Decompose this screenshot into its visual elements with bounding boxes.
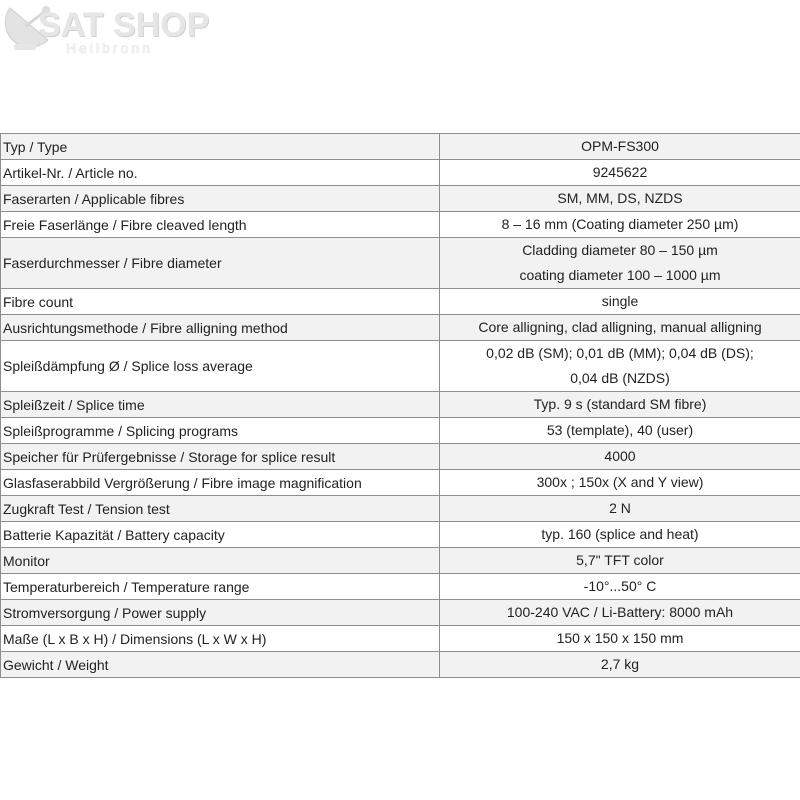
spec-value-line: 100-240 VAC / Li-Battery: 8000 mAh: [506, 604, 734, 620]
spec-value-line: coating diameter 100 – 1000 µm: [519, 267, 721, 283]
specification-table: [0, 133, 800, 678]
spec-value-line: typ. 160 (splice and heat): [541, 526, 699, 542]
spec-label: Fibre count: [1, 289, 440, 315]
specification-table-body: [1, 134, 800, 678]
spec-value-line: Core alligning, clad alligning, manual alligning: [478, 319, 762, 335]
spec-label: Stromversorgung / Power supply: [1, 600, 440, 626]
spec-value-line: 2,7 kg: [600, 656, 640, 672]
spec-value: [440, 418, 800, 444]
spec-value-line: SM, MM, DS, NZDS: [557, 190, 683, 206]
spec-row: [1, 418, 800, 444]
spec-value: [440, 392, 800, 418]
spec-value: [440, 470, 800, 496]
sat-shop-logo: [0, 0, 210, 58]
spec-label: Temperaturbereich / Temperature range: [1, 574, 440, 600]
spec-label: Zugkraft Test / Tension test: [1, 496, 440, 522]
spec-value: [440, 238, 800, 289]
spec-row: [1, 289, 800, 315]
spec-value-line: 9245622: [592, 164, 648, 180]
spec-value-line: Cladding diameter 80 – 150 µm: [522, 242, 718, 258]
spec-value: [440, 574, 800, 600]
spec-label: Typ / Type: [1, 134, 440, 160]
spec-value: [440, 341, 800, 392]
spec-value: [440, 626, 800, 652]
spec-value: [440, 496, 800, 522]
spec-row: [1, 186, 800, 212]
spec-row: [1, 652, 800, 678]
spec-value-line: 150 x 150 x 150 mm: [556, 630, 684, 646]
spec-row: [1, 212, 800, 238]
spec-value-line: 0,04 dB (NZDS): [570, 370, 670, 386]
spec-value-line: 8 – 16 mm (Coating diameter 250 µm): [501, 216, 739, 232]
spec-row: [1, 160, 800, 186]
spec-row: [1, 315, 800, 341]
spec-row: [1, 626, 800, 652]
spec-value-line: 4000: [604, 448, 636, 464]
spec-value: [440, 522, 800, 548]
spec-row: [1, 238, 800, 289]
spec-row: [1, 600, 800, 626]
spec-value: [440, 315, 800, 341]
spec-value-line: -10°...50° C: [583, 578, 657, 594]
spec-label: Faserarten / Applicable fibres: [1, 186, 440, 212]
spec-value-line: OPM-FS300: [581, 138, 659, 154]
spec-value: [440, 212, 800, 238]
spec-label: Spleißprogramme / Splicing programs: [1, 418, 440, 444]
spec-row: [1, 496, 800, 522]
logo-title: SAT SHOP: [38, 6, 210, 44]
spec-value-line: 0,02 dB (SM); 0,01 dB (MM); 0,04 dB (DS);: [486, 345, 754, 361]
spec-row: [1, 341, 800, 392]
spec-row: [1, 574, 800, 600]
spec-value-line: 5,7" TFT color: [576, 552, 664, 568]
spec-row: [1, 470, 800, 496]
spec-label: Artikel-Nr. / Article no.: [1, 160, 440, 186]
spec-value: [440, 289, 800, 315]
spec-label: Maße (L x B x H) / Dimensions (L x W x H): [1, 626, 440, 652]
spec-label: Monitor: [1, 548, 440, 574]
spec-value-line: 53 (template), 40 (user): [546, 422, 694, 438]
spec-label: Speicher für Prüfergebnisse / Storage for splice result: [1, 444, 440, 470]
spec-row: [1, 134, 800, 160]
spec-value-line: Typ. 9 s (standard SM fibre): [533, 396, 707, 412]
spec-label: Spleißzeit / Splice time: [1, 392, 440, 418]
spec-row: [1, 522, 800, 548]
spec-label: Faserdurchmesser / Fibre diameter: [1, 238, 440, 289]
spec-label: Batterie Kapazität / Battery capacity: [1, 522, 440, 548]
spec-value: [440, 600, 800, 626]
spec-row: [1, 548, 800, 574]
spec-row: [1, 444, 800, 470]
spec-value: [440, 548, 800, 574]
spec-value: [440, 186, 800, 212]
spec-label: Ausrichtungsmethode / Fibre alligning method: [1, 315, 440, 341]
spec-value: [440, 444, 800, 470]
logo-subtitle: Heilbronn: [66, 40, 153, 56]
spec-row: [1, 392, 800, 418]
spec-value-line: 2 N: [609, 500, 631, 516]
spec-value: [440, 134, 800, 160]
spec-label: Gewicht / Weight: [1, 652, 440, 678]
spec-value: [440, 652, 800, 678]
spec-value-line: 300x ; 150x (X and Y view): [536, 474, 704, 490]
spec-label: Spleißdämpfung Ø / Splice loss average: [1, 341, 440, 392]
spec-label: Freie Faserlänge / Fibre cleaved length: [1, 212, 440, 238]
spec-value-line: single: [601, 293, 639, 309]
spec-label: Glasfaserabbild Vergrößerung / Fibre image magnification: [1, 470, 440, 496]
spec-value: [440, 160, 800, 186]
